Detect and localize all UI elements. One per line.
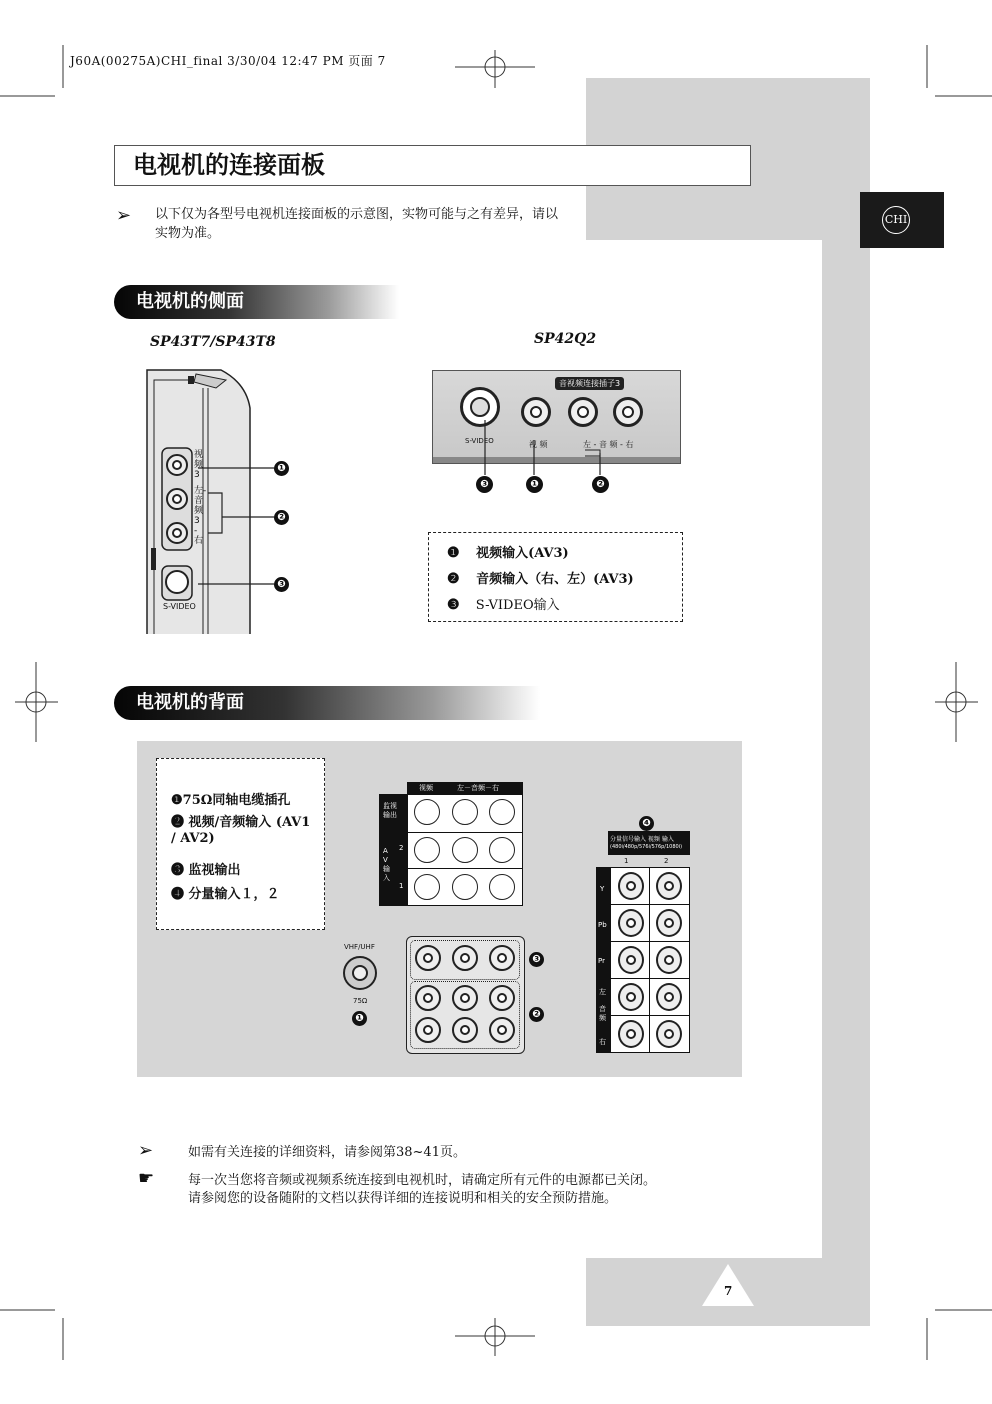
av1-video-jack[interactable] [414, 874, 440, 900]
rear-jack-block [406, 936, 525, 1054]
rear-av2-audio-left-jack[interactable] [452, 985, 478, 1011]
component-block [596, 831, 690, 1053]
component-col-2: 2 [664, 857, 669, 865]
rear-av1-video-jack[interactable] [415, 1017, 441, 1043]
av1-audio-left-jack[interactable] [452, 874, 478, 900]
component2-pr-jack[interactable] [656, 946, 682, 974]
left-callout-lines [190, 455, 290, 595]
arrow-icon: ➢ [116, 205, 132, 226]
page-title: 电视机的连接面板 [114, 145, 751, 186]
video3-jack[interactable] [166, 454, 188, 476]
page-number: 7 [724, 1284, 733, 1298]
component1-audio-left-jack[interactable] [618, 983, 644, 1011]
audio3-left-jack[interactable] [166, 488, 188, 510]
component-row-pr: Pr [598, 957, 605, 965]
component2-y-jack[interactable] [656, 872, 682, 900]
component-header-1: 分量信号输入 视频 输入 [610, 836, 674, 843]
av-col-audio: 左－音频－右 [457, 784, 499, 792]
audio-label-right: 左 - 音 频 - 右 [583, 440, 634, 449]
component-header-2: (480i/480p/576i/576p/1080i) [610, 844, 683, 850]
av-row-num-1: 1 [399, 882, 404, 890]
rear-av2-audio-right-jack[interactable] [489, 985, 515, 1011]
component-col-1: 1 [624, 857, 629, 865]
panel-caption: 音视频连接插子3 [555, 377, 624, 390]
antenna-jack[interactable] [343, 956, 377, 990]
callout-2-back: ❷ [529, 1007, 544, 1022]
footer-note-2: 每一次当您将音频或视频系统连接到电视机时，请确定所有元件的电源都已关闭。 [188, 1173, 657, 1188]
intro-note: 以下仅为各型号电视机连接面板的示意图，实物可能与之有差异，请以实物为准。 [155, 207, 559, 241]
component1-y-jack[interactable] [618, 872, 644, 900]
rear-av2-video-jack[interactable] [415, 985, 441, 1011]
audio3-right-jack[interactable] [166, 522, 188, 544]
right-callout-lines [470, 420, 620, 480]
av2-audio-left-jack[interactable] [452, 837, 478, 863]
antenna-label: VHF/UHF [344, 943, 375, 951]
callout-4-back: ❹ [639, 816, 654, 831]
callout-2-left: ❷ [274, 510, 289, 525]
svideo-label-left: S-VIDEO [163, 602, 196, 611]
side-legend-item-1: ❶ 视频输入(AV3) [447, 545, 569, 561]
component2-audio-left-jack[interactable] [656, 983, 682, 1011]
legend-num-1: ❶ [447, 545, 460, 561]
component-row-audio-left: 左 [599, 988, 606, 996]
language-tab [860, 192, 944, 248]
av-col-video: 视频 [419, 784, 433, 792]
back-legend-item-4: ❹ 分量输入１，２ [171, 887, 280, 902]
legend-num-3: ❸ [447, 597, 460, 613]
component-row-pb: Pb [598, 921, 607, 929]
back-legend-item-1: ❶75Ω同轴电缆插孔 [171, 793, 291, 808]
hand-pointer-icon: ☛ [138, 1168, 155, 1189]
callout-1-left: ❶ [274, 461, 289, 476]
back-legend-item-2: ❷ 视频/音频输入 (AV1 / AV2) [171, 815, 311, 846]
footer-note-3: 请参阅您的设备随附的文档以获得详细的连接说明和相关的安全预防措施。 [188, 1191, 618, 1206]
language-tab-label: CHI [882, 206, 910, 234]
av1-audio-right-jack[interactable] [489, 874, 515, 900]
callout-3-left: ❸ [274, 577, 289, 592]
av-row-av: AV输入 [383, 847, 390, 882]
svideo-jack[interactable] [165, 570, 189, 594]
component1-pr-jack[interactable] [618, 946, 644, 974]
callout-1-back: ❶ [352, 1011, 367, 1026]
callout-2-right: ❷ [592, 476, 609, 493]
callout-3-right: ❸ [476, 476, 493, 493]
callout-1-right: ❶ [526, 476, 543, 493]
side-legend-item-2: ❷ 音频输入（右、左）(AV3) [447, 571, 634, 587]
rear-av1-audio-right-jack[interactable] [489, 1017, 515, 1043]
back-section-heading: 电视机的背面 [114, 686, 540, 720]
side-section-heading: 电视机的侧面 [114, 285, 399, 319]
callout-3-back: ❸ [529, 952, 544, 967]
av2-video-jack[interactable] [414, 837, 440, 863]
monitor-video-jack[interactable] [414, 799, 440, 825]
footer-note-1: 如需有关连接的详细资料，请参阅第38~41页。 [188, 1145, 466, 1160]
antenna-ohm: 75Ω [353, 997, 368, 1005]
av-table [379, 782, 523, 906]
av-row-monitor: 监视输出 [383, 802, 397, 819]
side-legend-item-3: ❸ S-VIDEO输入 [447, 597, 560, 613]
model-left: SP43T7/SP43T8 [150, 334, 276, 350]
monitor-audio-right-jack[interactable] [489, 799, 515, 825]
component-row-audio: 音频 [599, 1005, 606, 1022]
side-legend [428, 532, 683, 622]
component2-pb-jack[interactable] [656, 909, 682, 937]
print-header: J60A(00275A)CHI_final 3/30/04 12:47 PM 页面 7 [70, 54, 386, 68]
model-right: SP42Q2 [534, 331, 597, 347]
video-label-right: 视 频 [529, 440, 548, 449]
back-legend-item-3: ❸ 监视输出 [171, 863, 241, 878]
rear-monitor-video-jack[interactable] [415, 945, 441, 971]
component-row-y: Y [600, 885, 605, 893]
component1-pb-jack[interactable] [618, 909, 644, 937]
component2-audio-right-jack[interactable] [656, 1020, 682, 1048]
monitor-audio-left-jack[interactable] [452, 799, 478, 825]
av2-audio-right-jack[interactable] [489, 837, 515, 863]
back-legend [156, 758, 325, 930]
av-row-num-2: 2 [399, 844, 404, 852]
arrow-icon: ➢ [138, 1140, 154, 1161]
svideo-label-right: S-VIDEO [465, 437, 494, 445]
rear-monitor-audio-left-jack[interactable] [452, 945, 478, 971]
rear-av1-audio-left-jack[interactable] [452, 1017, 478, 1043]
video3-label: 视频3 [194, 450, 204, 480]
component1-audio-right-jack[interactable] [618, 1020, 644, 1048]
component-row-audio-right: 右 [599, 1038, 606, 1046]
rear-monitor-audio-right-jack[interactable] [489, 945, 515, 971]
audio3-label: 左-音频3-右 [194, 486, 207, 546]
legend-num-2: ❷ [447, 571, 460, 587]
